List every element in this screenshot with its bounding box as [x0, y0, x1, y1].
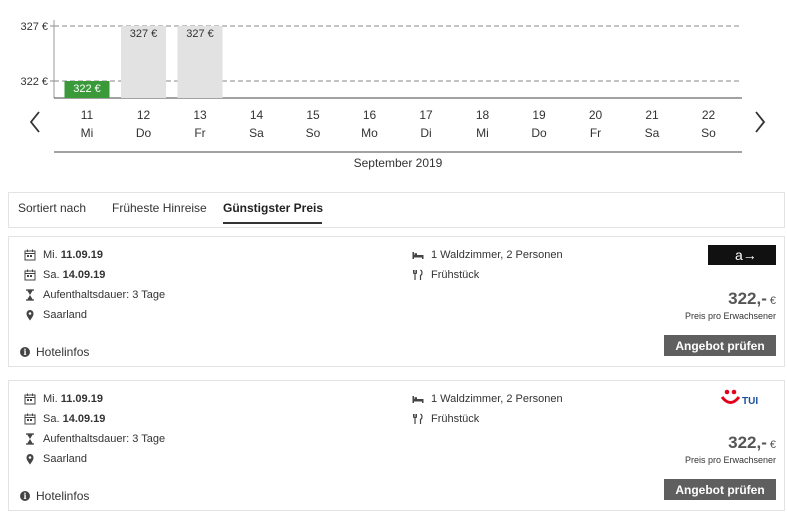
check-offer-button[interactable]: Angebot prüfen — [664, 335, 776, 356]
room-info: 1 Waldzimmer, 2 Personen — [431, 393, 563, 405]
calendar-icon — [24, 413, 36, 425]
price-calendar-chart — [0, 0, 787, 180]
region: Saarland — [43, 453, 88, 465]
day-number[interactable]: 14 — [249, 108, 264, 122]
svg-text:a→: a→ — [735, 247, 757, 263]
weekday-label: Sa — [644, 126, 660, 140]
return-date-row — [24, 413, 105, 425]
weekday-label: Di — [420, 126, 432, 140]
offer-card — [8, 236, 785, 367]
month-label: September 2019 — [353, 156, 443, 170]
info-icon: i — [20, 347, 30, 357]
day-number[interactable]: 17 — [419, 108, 433, 122]
outbound-day: Mi. — [43, 249, 58, 261]
weekday-label: Fr — [194, 126, 206, 140]
hotelinfo-label: Hotelinfos — [36, 345, 90, 359]
info-icon: i — [20, 491, 30, 501]
location-pin-icon — [24, 309, 36, 321]
region: Saarland — [43, 309, 88, 321]
board-row — [412, 269, 479, 281]
day-number[interactable]: 15 — [306, 108, 320, 122]
region-row — [24, 453, 87, 465]
weekday-label: Do — [135, 126, 152, 140]
stay-duration: Aufenthaltsdauer: 3 Tage — [43, 289, 166, 301]
return-day: Sa. — [43, 413, 60, 425]
price — [728, 289, 776, 309]
price-note: Preis pro Erwachsener — [684, 311, 776, 321]
weekday-label: Sa — [249, 126, 264, 140]
day-number[interactable]: 20 — [588, 108, 603, 122]
chevron-right-icon — [748, 108, 772, 136]
price-currency: € — [769, 439, 776, 451]
bar-price-label: 322 € — [73, 83, 101, 95]
weekday-label: Do — [531, 126, 547, 140]
offer-card — [8, 380, 785, 511]
location-pin-icon — [24, 453, 36, 465]
weekday-label: Mi — [80, 126, 94, 140]
sort-bar — [8, 192, 785, 228]
cutlery-icon — [412, 413, 424, 425]
chevron-left-icon — [24, 108, 48, 136]
hotelinfo-link[interactable] — [20, 489, 89, 503]
check-offer-button[interactable]: Angebot prüfen — [664, 479, 776, 500]
price-currency: € — [769, 295, 776, 307]
hotelinfo-label: Hotelinfos — [36, 489, 90, 503]
hourglass-icon — [24, 289, 36, 301]
day-number[interactable]: 18 — [475, 108, 490, 122]
return-day: Sa. — [43, 269, 60, 281]
region-row — [24, 309, 87, 321]
day-number[interactable]: 19 — [532, 108, 546, 122]
bar-price-label: 327 € — [129, 28, 158, 40]
sort-option-cheapest-price[interactable]: Günstigster Preis — [223, 201, 324, 215]
weekday-label: Fr — [589, 126, 602, 140]
price-amount: 322,- — [728, 289, 767, 308]
y-tick-label: 322 € — [20, 76, 48, 88]
hotelinfo-link[interactable] — [20, 345, 89, 359]
outbound-date-row — [24, 249, 103, 261]
day-number[interactable]: 21 — [645, 108, 659, 122]
return-date-row — [24, 269, 105, 281]
day-number[interactable]: 16 — [362, 108, 377, 122]
bar-price-label: 327 € — [186, 28, 214, 40]
price-amount: 322,- — [728, 433, 767, 452]
sort-option-earliest-departure[interactable]: Früheste Hinreise — [112, 201, 207, 215]
active-sort-indicator — [223, 222, 322, 224]
board-type: Frühstück — [431, 413, 480, 425]
weekday-label: So — [305, 126, 321, 140]
calendar-icon — [24, 269, 36, 281]
room-info: 1 Waldzimmer, 2 Personen — [431, 249, 563, 261]
outbound-date: 11.09.19 — [60, 249, 103, 261]
price — [728, 433, 776, 453]
outbound-date-row — [24, 393, 103, 405]
room-row — [412, 393, 563, 405]
y-tick-label: 327 € — [20, 21, 48, 33]
weekday-label: Mo — [361, 126, 378, 140]
day-number[interactable]: 13 — [193, 108, 207, 122]
sort-label: Sortiert nach — [18, 201, 87, 215]
prev-week-button[interactable] — [24, 108, 48, 136]
room-row — [412, 249, 563, 261]
calendar-icon — [24, 249, 36, 261]
duration-row — [24, 433, 165, 445]
next-week-button[interactable] — [748, 108, 772, 136]
weekday-label: So — [701, 126, 716, 140]
return-date: 14.09.19 — [62, 413, 106, 425]
bed-icon — [412, 393, 424, 405]
stay-duration: Aufenthaltsdauer: 3 Tage — [43, 433, 166, 445]
provider-logo — [708, 245, 776, 265]
duration-row — [24, 289, 165, 301]
provider-logo — [718, 389, 768, 409]
board-row — [412, 413, 479, 425]
return-date: 14.09.19 — [62, 269, 106, 281]
outbound-date: 11.09.19 — [60, 393, 103, 405]
cutlery-icon — [412, 269, 424, 281]
day-number[interactable]: 22 — [701, 108, 716, 122]
board-type: Frühstück — [431, 269, 480, 281]
bed-icon — [412, 249, 424, 261]
hourglass-icon — [24, 433, 36, 445]
day-number[interactable]: 12 — [136, 108, 151, 122]
calendar-icon — [24, 393, 36, 405]
outbound-day: Mi. — [43, 393, 58, 405]
price-note: Preis pro Erwachsener — [684, 455, 776, 465]
svg-text:TUI: TUI — [742, 396, 759, 407]
day-number[interactable]: 11 — [80, 108, 94, 122]
weekday-label: Mi — [476, 126, 489, 140]
